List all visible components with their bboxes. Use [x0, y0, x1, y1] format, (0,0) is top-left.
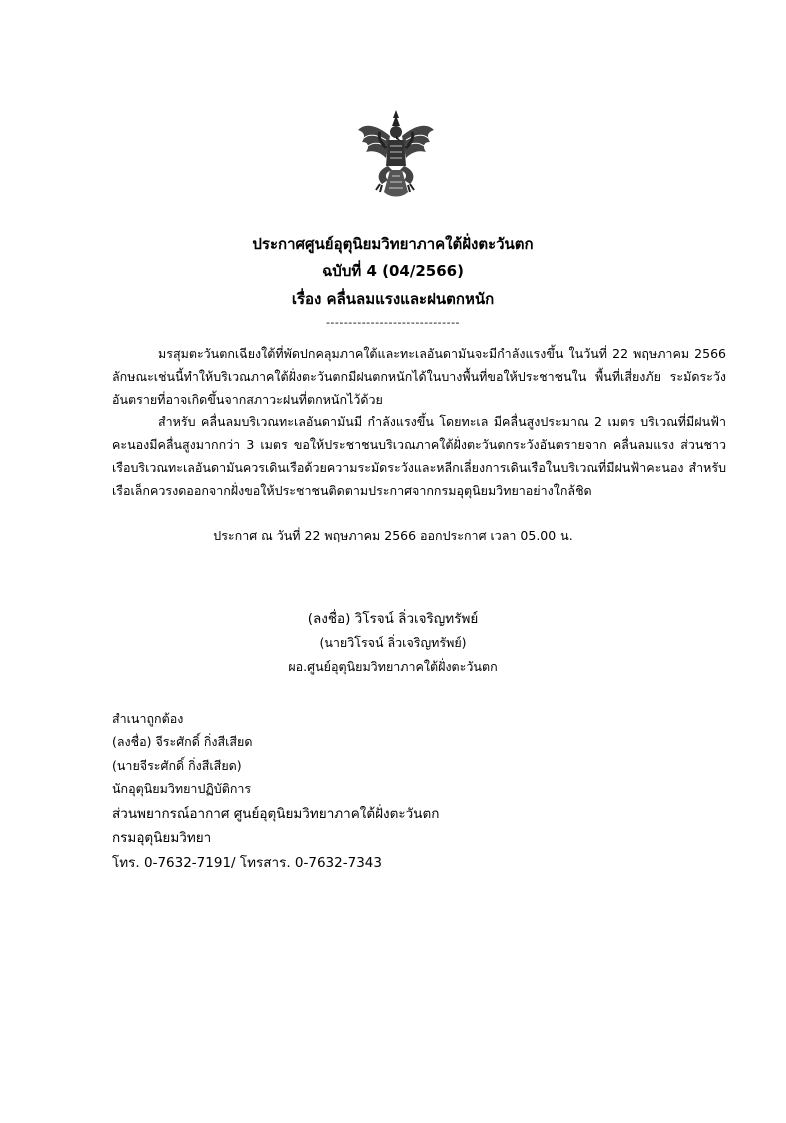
certified-copy-label: สำเนาถูกต้อง [112, 711, 184, 726]
signature-signed: (ลงชื่อ) วิโรจน์ ลิ่วเจริญทรัพย์ [307, 611, 479, 627]
separator-line: ------------------------------ [325, 316, 461, 329]
paragraph-waves [112, 410, 726, 502]
announcement-date: ประกาศ ณ วันที่ 22 พฤษภาคม 2566 ออกประกาศ เวลา 05.00 น. [213, 528, 573, 543]
garuda-emblem-icon [356, 108, 436, 204]
paragraph-monsoon-text: มรสุมตะวันตกเฉียงใต้ที่พัดปกคลุมภาคใต้และทะเลอันดามันจะมีกำลังแรงขึ้น ในวันที่ 22 พฤษภาคม 2566 ลักษณะเช่นนี้ทำให้บริเวณภาคใต้ฝั่งตะวันตกมีฝนตกหนักได้ในบางพื้นที่ขอให้ประชาชนใน พื้นที่เสี่ยงภัย ระมัดระวังอันตรายที่อาจเกิดขึ้นจากสภาวะฝนที่ตกหนักไว้ด้วย [112, 346, 726, 407]
issue-number: ฉบับที่ 4 (04/2566) [322, 262, 464, 280]
certified-copy-name: (นายจีระศักดิ์ กิ่งสีเสียด) [112, 758, 242, 773]
certified-copy-department: ส่วนพยากรณ์อากาศ ศูนย์อุตุนิยมวิทยาภาคใต้ฝั่งตะวันตก [112, 806, 440, 822]
contact-info: โทร. 0-7632-7191/ โทรสาร. 0-7632-7343 [112, 855, 382, 871]
signature-position: ผอ.ศูนย์อุตุนิยมวิทยาภาคใต้ฝั่งตะวันตก [288, 659, 498, 674]
signature-name: (นายวิโรจน์ ลิ่วเจริญทรัพย์) [319, 635, 467, 650]
document-title: ประกาศศูนย์อุตุนิยมวิทยาภาคใต้ฝั่งตะวันตก [252, 235, 534, 253]
certified-copy-position: นักอุตุนิยมวิทยาปฏิบัติการ [112, 781, 252, 796]
certified-copy-signed: (ลงชื่อ) จีระศักดิ์ กิ่งสีเสียด [112, 734, 253, 749]
certified-copy-agency: กรมอุตุนิยมวิทยา [112, 830, 212, 846]
document-subject: เรื่อง คลื่นลมแรงและฝนตกหนัก [291, 290, 495, 308]
paragraph-monsoon [112, 342, 726, 411]
paragraph-waves-text: สำหรับ คลื่นลมบริเวณทะเลอันดามันมี กำลังแรงขึ้น โดยทะเล มีคลื่นสูงประมาณ 2 เมตร บริเวณที่มีฝนฟ้าคะนองมีคลื่นสูงมากกว่า 3 เมตร ขอให้ประชาชนบริเวณภาคใต้ฝั่งตะวันตกระวังอันตรายจาก คลื่นลมแรง ส่วนชาวเรือบริเวณทะเลอันดามันควรเดินเรือด้วยความระมัดระวังและหลีกเลี่ยงการเดินเรือในบริเวณที่มีฝนฟ้าคะนอง สำหรับเรือเล็กควรงดออกจากฝั่งขอให้ประชาชนติดตามประกาศจากกรมอุตุนิยมวิทยาอย่างใกล้ชิด [112, 414, 726, 498]
